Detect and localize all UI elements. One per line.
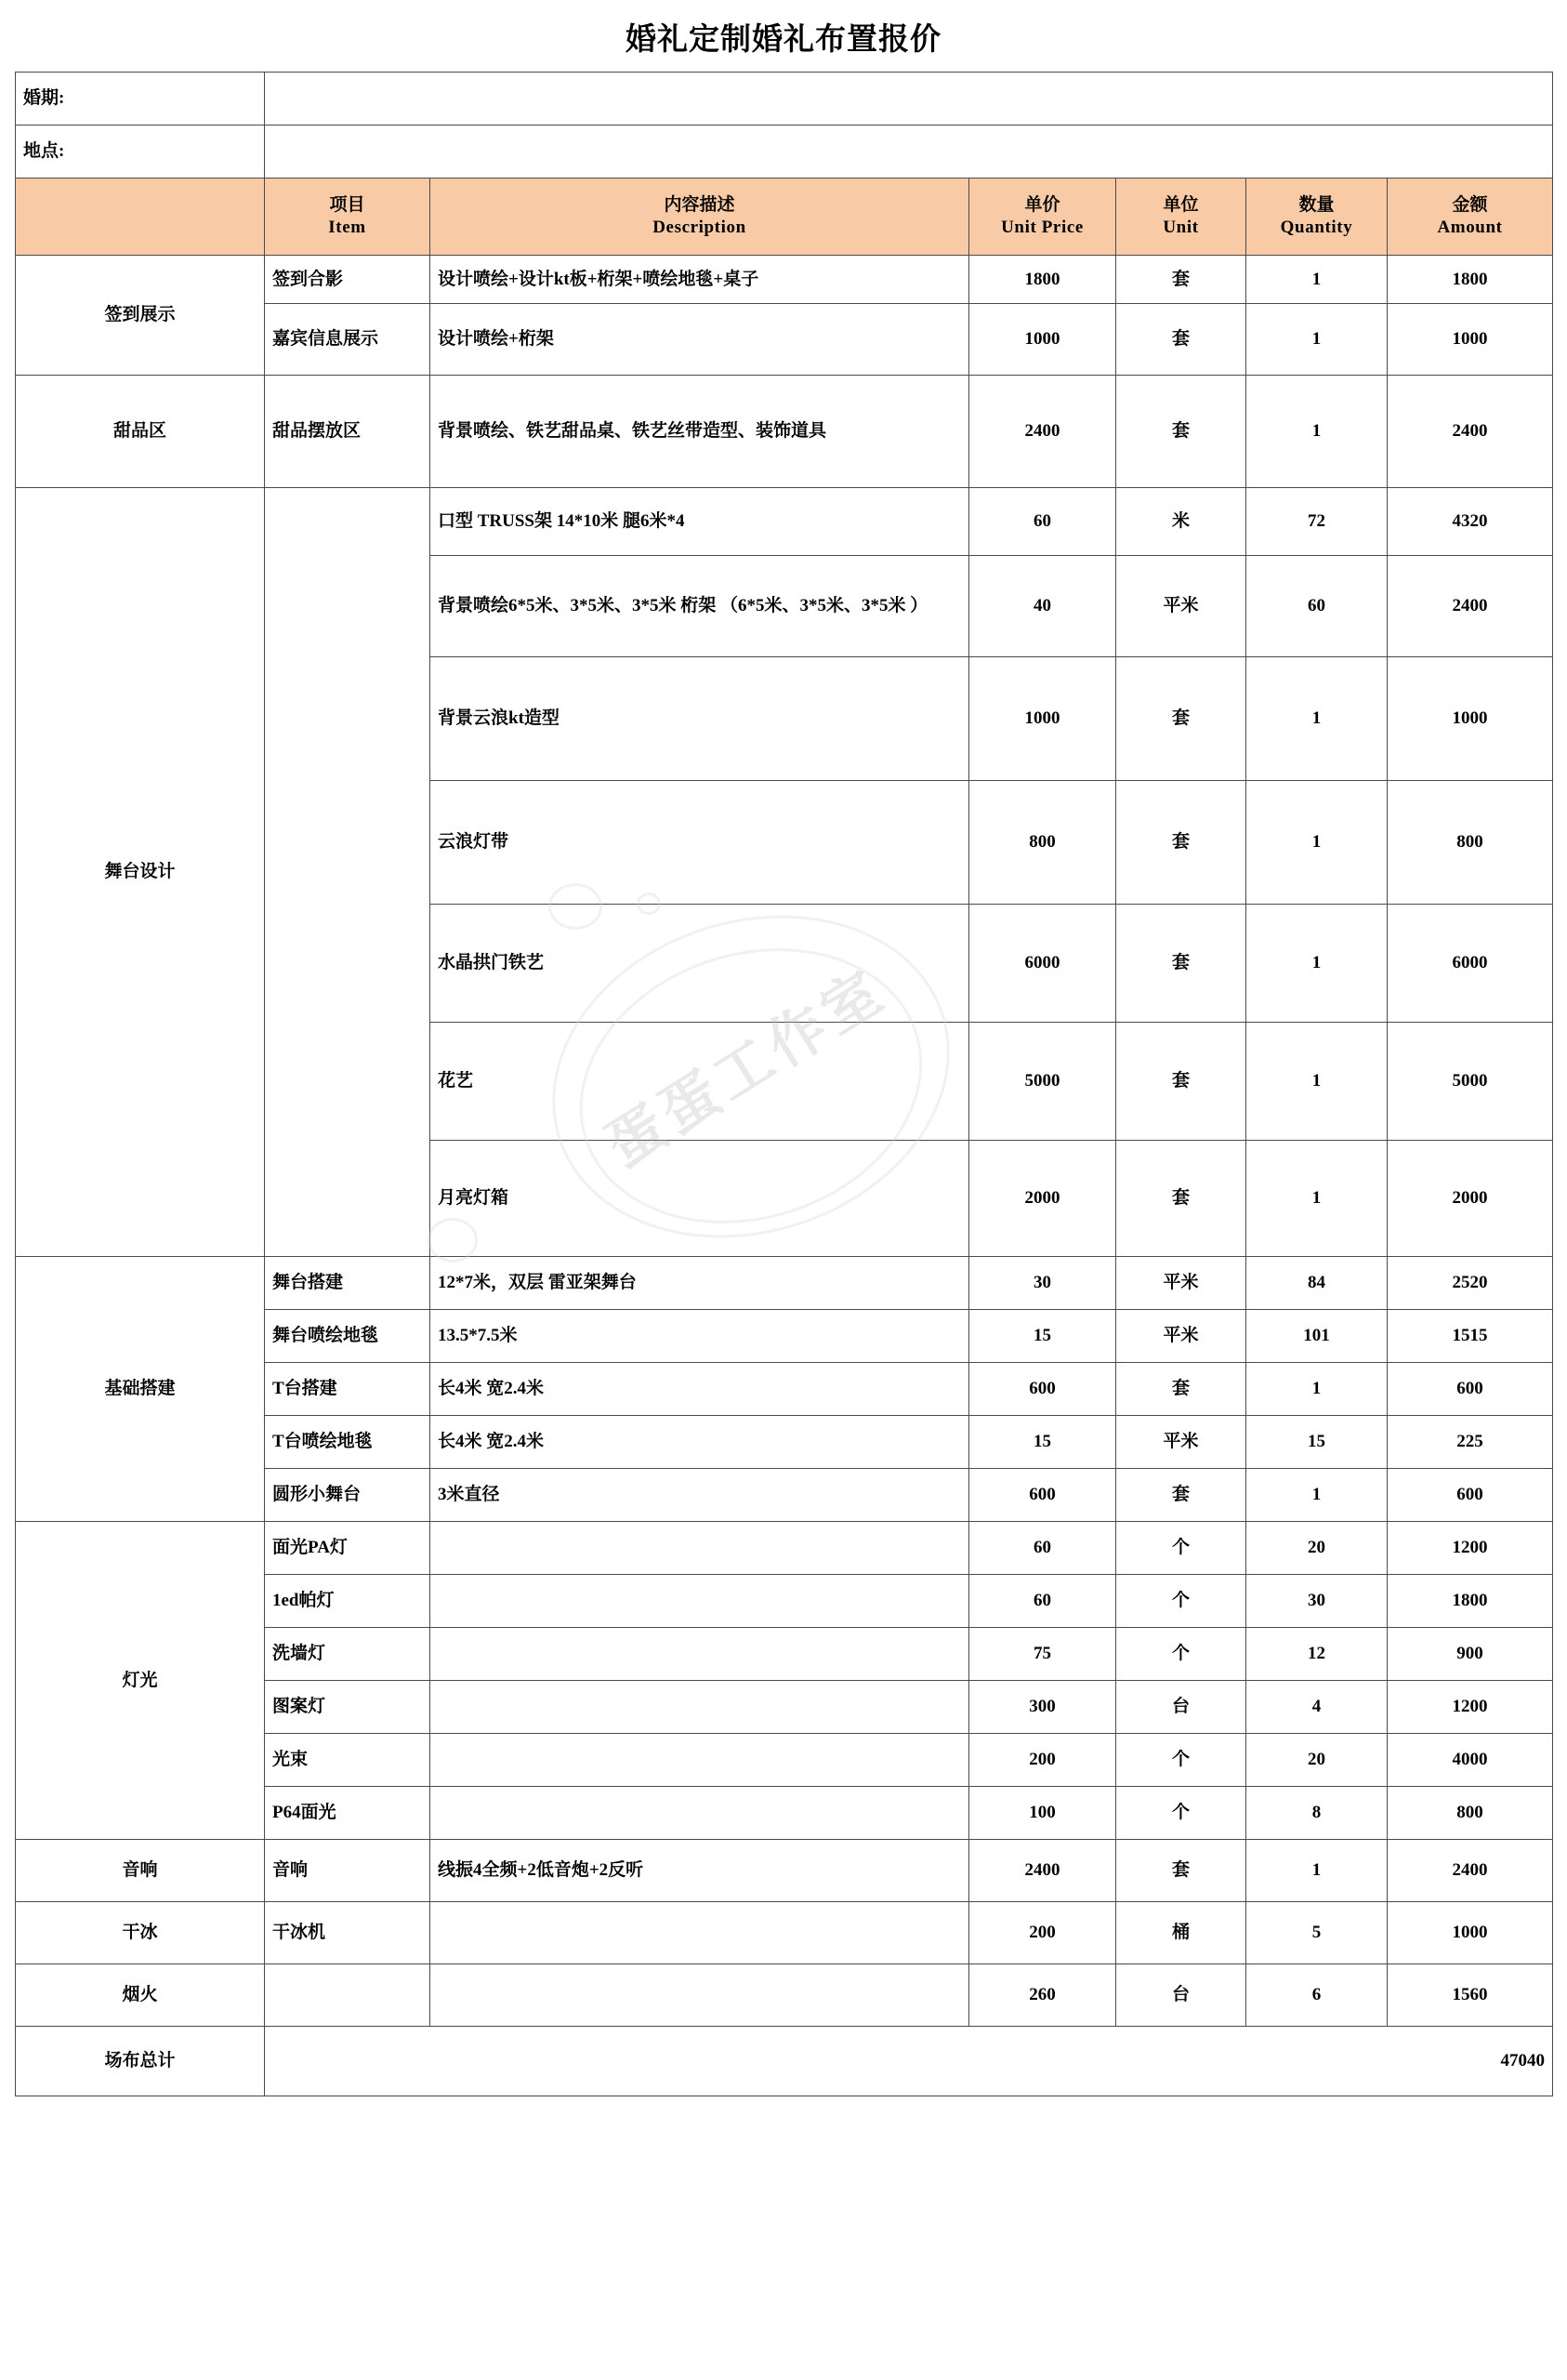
- page-title: 婚礼定制婚礼布置报价: [625, 23, 942, 57]
- category-cell: 灯光: [16, 1522, 265, 1840]
- description-cell: 12*7米，双层 雷亚架舞台: [430, 1257, 969, 1310]
- item-cell: T台搭建: [265, 1363, 430, 1416]
- unit-cell: 套: [1116, 1840, 1246, 1902]
- unit-cell: 桶: [1116, 1902, 1246, 1964]
- header-description-cn: 内容描述: [664, 195, 735, 216]
- unit-price-cell: 75: [969, 1628, 1116, 1681]
- quantity-cell: 1: [1246, 1141, 1388, 1257]
- item-cell: 签到合影: [265, 256, 430, 304]
- item-cell: 洗墙灯: [265, 1628, 430, 1681]
- description-cell: 设计喷绘+桁架: [430, 304, 969, 376]
- meta-label-date: 婚期:: [16, 73, 265, 126]
- unit-cell: 个: [1116, 1734, 1246, 1787]
- description-cell: 13.5*7.5米: [430, 1310, 969, 1363]
- quantity-cell: 1: [1246, 1363, 1388, 1416]
- amount-cell: 1800: [1388, 1575, 1553, 1628]
- table-header-row: [16, 178, 1553, 256]
- category-cell: 干冰: [16, 1902, 265, 1964]
- table-row: [16, 376, 1553, 488]
- amount-cell: 5000: [1388, 1023, 1553, 1141]
- category-cell: 音响: [16, 1840, 265, 1902]
- unit-cell: 米: [1116, 488, 1246, 556]
- quantity-cell: 1: [1246, 781, 1388, 905]
- header-item: [265, 178, 430, 256]
- header-category: [16, 178, 265, 256]
- quantity-cell: 5: [1246, 1902, 1388, 1964]
- total-row: [16, 2027, 1553, 2096]
- header-unit-price-cn: 单价: [1024, 195, 1060, 216]
- header-amount: [1388, 178, 1553, 256]
- amount-cell: 1000: [1388, 657, 1553, 781]
- quantity-cell: 1: [1246, 657, 1388, 781]
- amount-cell: 4000: [1388, 1734, 1553, 1787]
- amount-cell: 1800: [1388, 256, 1553, 304]
- unit-price-cell: 260: [969, 1964, 1116, 2027]
- unit-price-cell: 15: [969, 1310, 1116, 1363]
- amount-cell: 900: [1388, 1628, 1553, 1681]
- item-cell: 舞台喷绘地毯: [265, 1310, 430, 1363]
- unit-price-cell: 40: [969, 556, 1116, 657]
- amount-cell: 2400: [1388, 1840, 1553, 1902]
- amount-cell: 1000: [1388, 304, 1553, 376]
- description-cell: 背景喷绘、铁艺甜品桌、铁艺丝带造型、装饰道具: [430, 376, 969, 488]
- header-unit-cn: 单位: [1163, 195, 1199, 216]
- item-cell: [265, 1964, 430, 2027]
- total-label: 场布总计: [16, 2027, 265, 2096]
- unit-cell: 套: [1116, 304, 1246, 376]
- unit-cell: 套: [1116, 1363, 1246, 1416]
- table-row: [16, 488, 1553, 556]
- header-amount-en: Amount: [1437, 218, 1503, 237]
- header-unit-price: [969, 178, 1116, 256]
- unit-cell: 平米: [1116, 1416, 1246, 1469]
- header-unit-en: Unit: [1163, 218, 1199, 237]
- description-cell: 线振4全频+2低音炮+2反听: [430, 1840, 969, 1902]
- header-quantity-cn: 数量: [1298, 195, 1335, 216]
- table-row: [16, 1964, 1553, 2027]
- item-cell: 面光PA灯: [265, 1522, 430, 1575]
- item-cell: 嘉宾信息展示: [265, 304, 430, 376]
- table-row: [16, 256, 1553, 304]
- description-cell: [430, 1902, 969, 1964]
- quantity-cell: 84: [1246, 1257, 1388, 1310]
- description-cell: 长4米 宽2.4米: [430, 1363, 969, 1416]
- quantity-cell: 1: [1246, 376, 1388, 488]
- unit-cell: 个: [1116, 1787, 1246, 1840]
- quantity-cell: 20: [1246, 1522, 1388, 1575]
- unit-cell: 套: [1116, 1023, 1246, 1141]
- quantity-cell: 1: [1246, 1840, 1388, 1902]
- amount-cell: 1200: [1388, 1522, 1553, 1575]
- quantity-cell: 6: [1246, 1964, 1388, 2027]
- unit-cell: 套: [1116, 781, 1246, 905]
- header-amount-cn: 金额: [1452, 195, 1488, 216]
- unit-price-cell: 60: [969, 488, 1116, 556]
- unit-price-cell: 200: [969, 1734, 1116, 1787]
- unit-price-cell: 600: [969, 1363, 1116, 1416]
- unit-price-cell: 60: [969, 1522, 1116, 1575]
- watermark-text: 蛋蛋工作室: [596, 959, 898, 1180]
- quantity-cell: 4: [1246, 1681, 1388, 1734]
- amount-cell: 1000: [1388, 1902, 1553, 1964]
- item-cell: 图案灯: [265, 1681, 430, 1734]
- item-cell: [265, 488, 430, 1257]
- table-row: [16, 1257, 1553, 1310]
- description-cell: 3米直径: [430, 1469, 969, 1522]
- amount-cell: 600: [1388, 1469, 1553, 1522]
- description-cell: 设计喷绘+设计kt板+桁架+喷绘地毯+桌子: [430, 256, 969, 304]
- description-cell: [430, 1681, 969, 1734]
- unit-cell: 台: [1116, 1681, 1246, 1734]
- unit-price-cell: 1800: [969, 256, 1116, 304]
- item-cell: 干冰机: [265, 1902, 430, 1964]
- unit-price-cell: 15: [969, 1416, 1116, 1469]
- unit-price-cell: 600: [969, 1469, 1116, 1522]
- quantity-cell: 12: [1246, 1628, 1388, 1681]
- item-cell: P64面光: [265, 1787, 430, 1840]
- quotation-table: [15, 72, 1553, 2096]
- description-cell: [430, 1522, 969, 1575]
- item-cell: T台喷绘地毯: [265, 1416, 430, 1469]
- description-cell: 背景云浪kt造型: [430, 657, 969, 781]
- unit-price-cell: 800: [969, 781, 1116, 905]
- description-cell: [430, 1628, 969, 1681]
- amount-cell: 1515: [1388, 1310, 1553, 1363]
- unit-price-cell: 100: [969, 1787, 1116, 1840]
- unit-cell: 平米: [1116, 1257, 1246, 1310]
- quantity-cell: 20: [1246, 1734, 1388, 1787]
- meta-row-date: [16, 73, 1553, 126]
- quantity-cell: 15: [1246, 1416, 1388, 1469]
- unit-price-cell: 300: [969, 1681, 1116, 1734]
- description-cell: 口型 TRUSS架 14*10米 腿6米*4: [430, 488, 969, 556]
- unit-price-cell: 2400: [969, 376, 1116, 488]
- quantity-cell: 1: [1246, 1023, 1388, 1141]
- item-cell: 圆形小舞台: [265, 1469, 430, 1522]
- unit-cell: 个: [1116, 1628, 1246, 1681]
- item-cell: 音响: [265, 1840, 430, 1902]
- quantity-cell: 101: [1246, 1310, 1388, 1363]
- unit-cell: 平米: [1116, 556, 1246, 657]
- quantity-cell: 8: [1246, 1787, 1388, 1840]
- amount-cell: 2000: [1388, 1141, 1553, 1257]
- quantity-cell: 1: [1246, 304, 1388, 376]
- description-cell: 花艺: [430, 1023, 969, 1141]
- meta-value-location[interactable]: [265, 126, 1553, 178]
- header-description: [430, 178, 969, 256]
- amount-cell: 800: [1388, 1787, 1553, 1840]
- amount-cell: 2520: [1388, 1257, 1553, 1310]
- table-row: [16, 1840, 1553, 1902]
- unit-cell: 套: [1116, 376, 1246, 488]
- category-cell: 舞台设计: [16, 488, 265, 1257]
- quantity-cell: 72: [1246, 488, 1388, 556]
- amount-cell: 1560: [1388, 1964, 1553, 2027]
- amount-cell: 2400: [1388, 376, 1553, 488]
- quantity-cell: 1: [1246, 1469, 1388, 1522]
- quantity-cell: 30: [1246, 1575, 1388, 1628]
- description-cell: 长4米 宽2.4米: [430, 1416, 969, 1469]
- category-cell: 基础搭建: [16, 1257, 265, 1522]
- item-cell: 1ed帕灯: [265, 1575, 430, 1628]
- unit-price-cell: 30: [969, 1257, 1116, 1310]
- unit-cell: 套: [1116, 657, 1246, 781]
- unit-price-cell: 2000: [969, 1141, 1116, 1257]
- unit-price-cell: 5000: [969, 1023, 1116, 1141]
- unit-cell: 套: [1116, 1469, 1246, 1522]
- unit-price-cell: 60: [969, 1575, 1116, 1628]
- unit-price-cell: 6000: [969, 905, 1116, 1023]
- amount-cell: 800: [1388, 781, 1553, 905]
- meta-value-date[interactable]: [265, 73, 1553, 126]
- description-cell: [430, 1787, 969, 1840]
- meta-label-location: 地点:: [16, 126, 265, 178]
- amount-cell: 2400: [1388, 556, 1553, 657]
- unit-price-cell: 1000: [969, 657, 1116, 781]
- unit-price-cell: 2400: [969, 1840, 1116, 1902]
- description-cell: [430, 1734, 969, 1787]
- amount-cell: 4320: [1388, 488, 1553, 556]
- unit-cell: 套: [1116, 905, 1246, 1023]
- quantity-cell: 60: [1246, 556, 1388, 657]
- header-unit-price-en: Unit Price: [1001, 218, 1084, 237]
- table-row: [16, 1522, 1553, 1575]
- amount-cell: 600: [1388, 1363, 1553, 1416]
- header-unit: [1116, 178, 1246, 256]
- unit-price-cell: 1000: [969, 304, 1116, 376]
- header-item-en: Item: [328, 218, 366, 237]
- unit-cell: 平米: [1116, 1310, 1246, 1363]
- description-cell: 水晶拱门铁艺: [430, 905, 969, 1023]
- category-cell: 甜品区: [16, 376, 265, 488]
- amount-cell: 225: [1388, 1416, 1553, 1469]
- unit-cell: 个: [1116, 1575, 1246, 1628]
- amount-cell: 6000: [1388, 905, 1553, 1023]
- description-cell: 云浪灯带: [430, 781, 969, 905]
- header-description-en: Description: [652, 218, 746, 237]
- unit-cell: 个: [1116, 1522, 1246, 1575]
- category-cell: 烟火: [16, 1964, 265, 2027]
- header-quantity-en: Quantity: [1280, 218, 1353, 237]
- quantity-cell: 1: [1246, 256, 1388, 304]
- header-quantity: [1246, 178, 1388, 256]
- amount-cell: 1200: [1388, 1681, 1553, 1734]
- item-cell: 甜品摆放区: [265, 376, 430, 488]
- category-cell: 签到展示: [16, 256, 265, 376]
- total-value: 47040: [265, 2027, 1553, 2096]
- unit-price-cell: 200: [969, 1902, 1116, 1964]
- description-cell: [430, 1964, 969, 2027]
- meta-row-location: [16, 126, 1553, 178]
- quantity-cell: 1: [1246, 905, 1388, 1023]
- header-item-cn: 项目: [329, 195, 365, 216]
- unit-cell: 套: [1116, 256, 1246, 304]
- unit-cell: 台: [1116, 1964, 1246, 2027]
- item-cell: 光束: [265, 1734, 430, 1787]
- table-row: [16, 1902, 1553, 1964]
- description-cell: 月亮灯箱: [430, 1141, 969, 1257]
- item-cell: 舞台搭建: [265, 1257, 430, 1310]
- description-cell: 背景喷绘6*5米、3*5米、3*5米 桁架 （6*5米、3*5米、3*5米 ）: [430, 556, 969, 657]
- unit-cell: 套: [1116, 1141, 1246, 1257]
- description-cell: [430, 1575, 969, 1628]
